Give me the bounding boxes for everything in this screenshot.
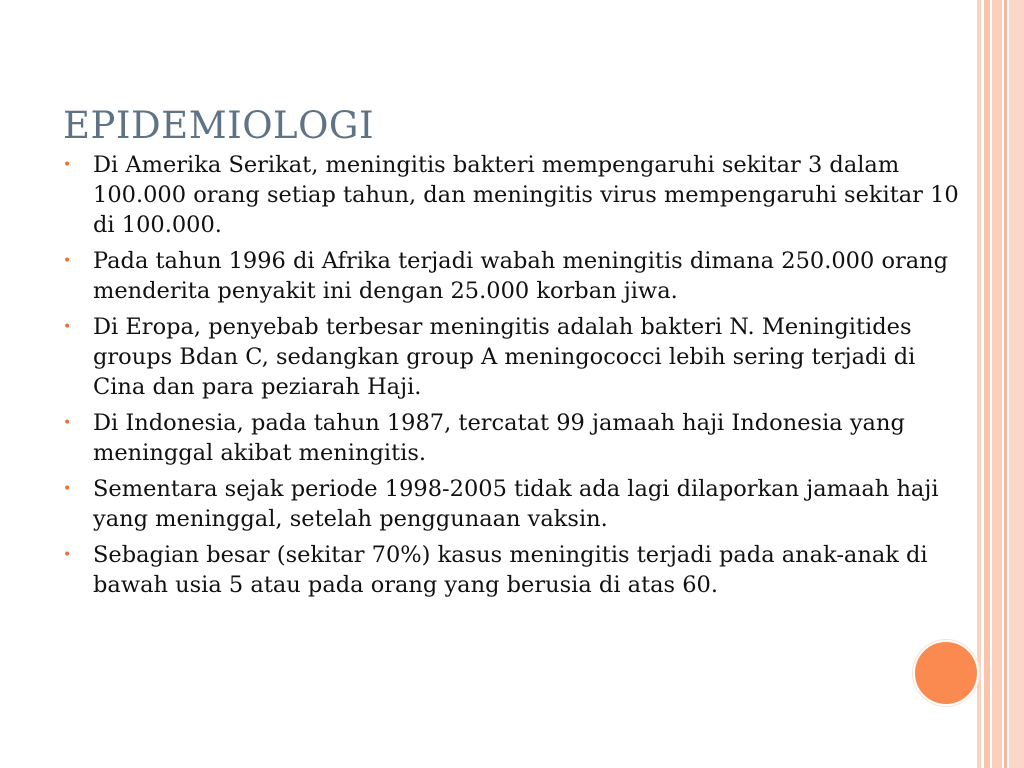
bullet-text: Di Eropa, penyebab terbesar meningitis adalah bakteri N. Meningitides groups Bdan C, sedangkan group A meningococci lebih sering terjadi di Cina dan para peziarah Haji. [93,314,916,400]
bullet-text: Sementara sejak periode 1998-2005 tidak ada lagi dilaporkan jamaah haji yang meninggal, setelah penggunaan vaksin. [93,476,939,532]
bullet-item [63,408,968,468]
bullet-text: Di Indonesia, pada tahun 1987, tercatat 99 jamaah haji Indonesia yang meninggal akibat meningitis. [93,410,905,466]
bullet-dot-icon: • [63,547,72,563]
bullet-item [63,312,968,402]
decorative-stripe [1004,0,1007,768]
bullet-text: Pada tahun 1996 di Afrika terjadi wabah meningitis dimana 250.000 orang menderita penyakit ini dengan 25.000 korban jiwa. [93,248,949,304]
bullet-item [63,246,968,306]
bullet-text: Di Amerika Serikat, meningitis bakteri mempengaruhi sekitar 3 dalam 100.000 orang setiap tahun, dan meningitis virus mempengaruhi sekitar 10 di 100.000. [93,152,959,238]
decorative-circle-icon [913,640,979,706]
decorative-stripe [1009,0,1024,768]
decorative-stripe [992,0,1002,768]
bullet-dot-icon: • [63,253,72,269]
bullet-item [63,150,968,240]
bullet-dot-icon: • [63,415,72,431]
bullet-list [63,150,968,606]
bullet-item [63,474,968,534]
decorative-stripe [984,0,990,768]
bullet-dot-icon: • [63,157,72,173]
bullet-dot-icon: • [63,319,72,335]
bullet-text: Sebagian besar (sekitar 70%) kasus meningitis terjadi pada anak-anak di bawah usia 5 atau pada orang yang berusia di atas 60. [93,542,928,598]
decorative-stripe [977,0,981,768]
bullet-dot-icon: • [63,481,72,497]
bullet-item [63,540,968,600]
slide-title: EPIDEMIOLOGI [63,104,375,147]
